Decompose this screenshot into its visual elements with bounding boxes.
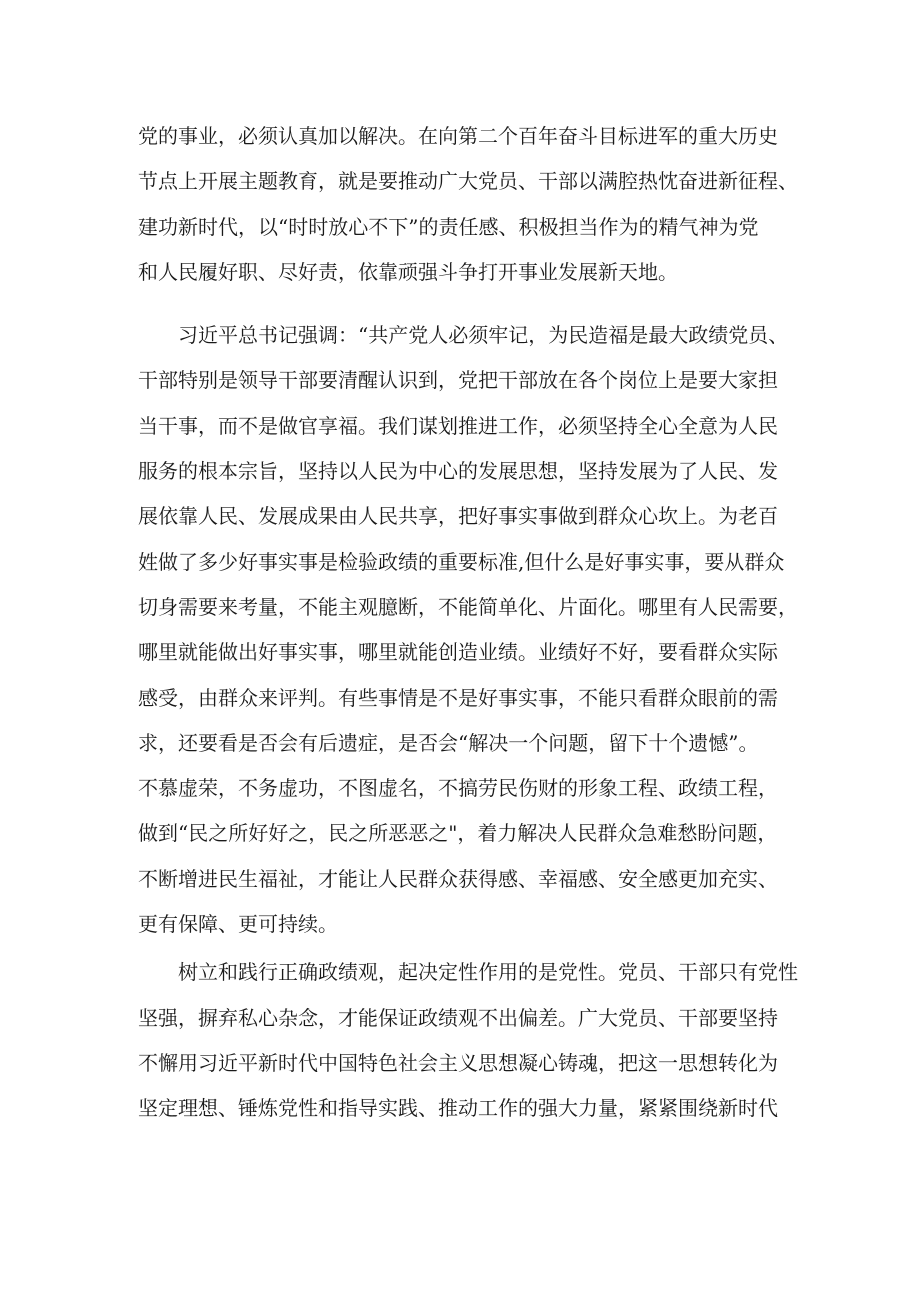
- text-line: 切身需要来考量，不能主观臆断，不能简单化、片面化。哪里有人民需要，: [138, 594, 798, 619]
- text-line: 不断增进民生福祉，才能让人民群众获得感、幸福感、安全感更加充实、: [138, 866, 778, 891]
- text-line: 哪里就能做出好事实事，哪里就能创造业绩。业绩好不好，要看群众实际: [138, 640, 778, 665]
- text-line: 干部特别是领导干部要清醒认识到，党把干部放在各个岗位上是要大家担: [138, 368, 778, 393]
- text-line: 不懈用习近平新时代中国特色社会主义思想凝心铸魂，把这一思想转化为: [138, 1050, 778, 1075]
- text-line: 坚定理想、锤炼党性和指导实践、推动工作的强大力量，紧紧围绕新时代: [138, 1096, 778, 1121]
- text-line: 党的事业，必须认真加以解决。在向第二个百年奋斗目标进军的重大历史: [138, 124, 778, 148]
- text-line: 姓做了多少好事实事是检验政绩的重要标准,但什么是好事实事，要从群众: [138, 549, 785, 574]
- text-line: 求，还要看是否会有后遗症，是否会“解决一个问题，留下十个遗憾”。: [138, 730, 759, 755]
- text-line: 展依靠人民、发展成果由人民共享，把好事实事做到群众心坎上。为老百: [138, 504, 778, 529]
- document-body: [138, 114, 798, 1132]
- text-line: 建功新时代，以“时时放心不下”的责任感、积极担当作为的精气神为党: [138, 214, 759, 239]
- text-line: 树立和践行正确政绩观，起决定性作用的是党性。党员、干部只有党性: [138, 960, 798, 985]
- text-line: 服务的根本宗旨，坚持以人民为中心的发展思想，坚持发展为了人民、发: [138, 459, 778, 484]
- text-line: 坚强，摒弃私心杂念，才能保证政绩观不出偏差。广大党员、干部要坚持: [138, 1005, 778, 1030]
- paragraph-2: [138, 313, 798, 947]
- text-line: 习近平总书记强调：“共产党人必须牢记，为民造福是最大政绩党员、: [138, 323, 789, 348]
- text-line: 做到“民之所好好之，民之所恶恶之"，着力解决人民群众急难愁盼问题，: [138, 821, 778, 846]
- text-line: 感受，由群众来评判。有些事情是不是好事实事，不能只看群众眼前的需: [138, 685, 778, 710]
- paragraph-3: [138, 950, 798, 1131]
- text-line: 更有保障、更可持续。: [138, 912, 338, 937]
- text-line: 节点上开展主题教育，就是要推动广大党员、干部以满腔热忱奋进新征程、: [138, 169, 798, 194]
- text-line: 不慕虚荣，不务虚功，不图虚名，不搞劳民伤财的形象工程、政绩工程，: [138, 776, 778, 801]
- paragraph-1: [138, 114, 798, 295]
- text-line: 当干事，而不是做官享福。我们谋划推进工作，必须坚持全心全意为人民: [138, 413, 778, 438]
- paragraph-spacer: [138, 295, 798, 313]
- text-line: 和人民履好职、尽好责，依靠顽强斗争打开事业发展新天地。: [138, 259, 678, 284]
